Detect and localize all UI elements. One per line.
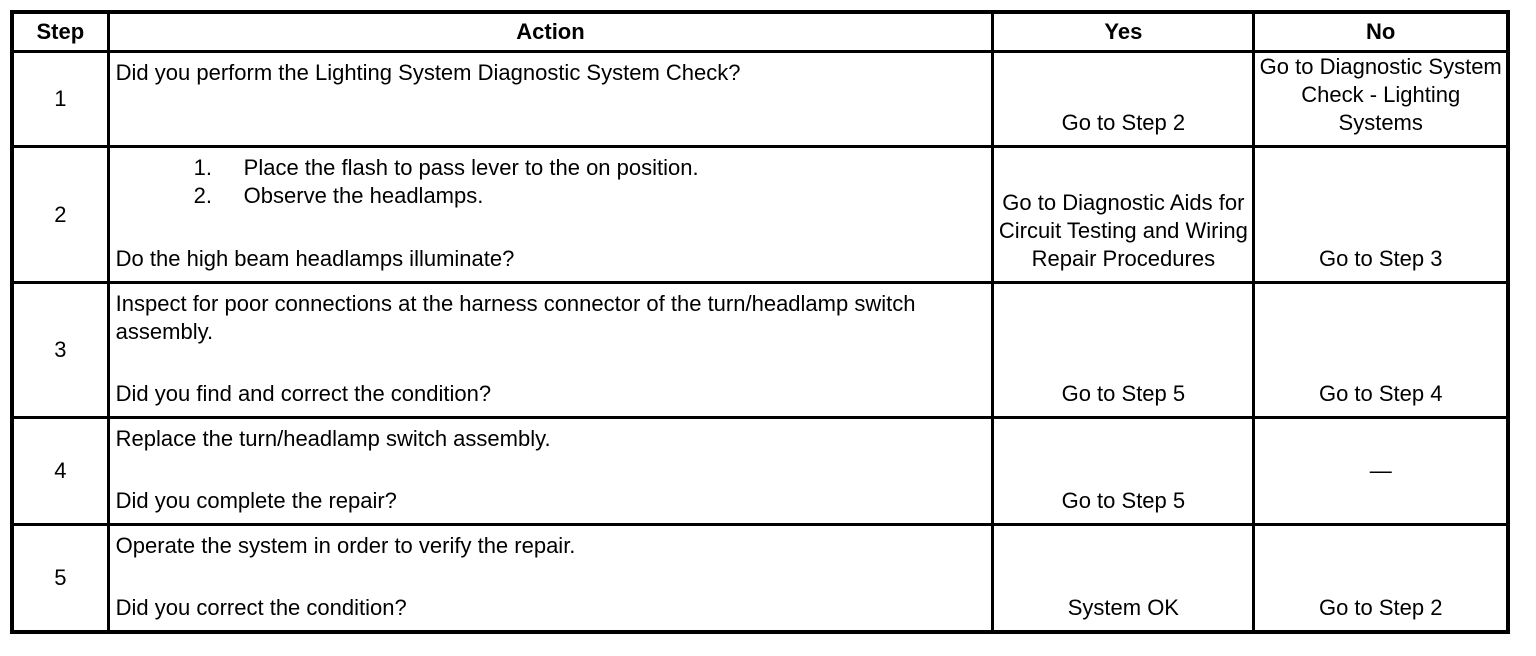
header-step: Step [12, 12, 108, 52]
table-row [12, 52, 1508, 147]
action-cell [108, 525, 993, 633]
no-result: Go to Step 3 [1254, 147, 1508, 283]
table-row [12, 147, 1508, 283]
yes-result: System OK [993, 525, 1254, 633]
header-no: No [1254, 12, 1508, 52]
action-text: Did you perform the Lighting System Diagnostic System Check? [115, 60, 741, 85]
header-action: Action [108, 12, 993, 52]
action-cell [108, 147, 993, 283]
table-row [12, 418, 1508, 525]
list-item-number: 2. [193, 183, 213, 208]
step-number: 3 [12, 283, 108, 418]
yes-result: Go to Step 5 [993, 283, 1254, 418]
action-text: Operate the system in order to verify the repair. [115, 533, 576, 558]
step-number: 4 [12, 418, 108, 525]
question-text: Did you correct the condition? [115, 595, 407, 620]
question-text: Did you find and correct the condition? [115, 381, 492, 406]
question-text: Do the high beam headlamps illuminate? [115, 246, 515, 271]
list-item [194, 182, 986, 210]
action-cell [108, 52, 993, 147]
instruction-list [116, 154, 986, 210]
table-header-row [12, 12, 1508, 52]
table-row [12, 283, 1508, 418]
yes-result: Go to Step 2 [993, 52, 1254, 147]
table-row [12, 525, 1508, 633]
action-cell [108, 283, 993, 418]
no-result: Go to Step 4 [1254, 283, 1508, 418]
action-cell [108, 418, 993, 525]
list-item-text: Observe the headlamps. [243, 183, 484, 208]
step-number: 1 [12, 52, 108, 147]
no-result: Go to Step 2 [1254, 525, 1508, 633]
diagnostic-table-container [10, 10, 1510, 634]
diagnostic-table [10, 10, 1510, 634]
list-item [194, 154, 986, 182]
step-number: 5 [12, 525, 108, 633]
step-number: 2 [12, 147, 108, 283]
list-item-text: Place the flash to pass lever to the on position. [243, 155, 699, 180]
no-result: — [1254, 418, 1508, 525]
list-item-number: 1. [193, 155, 213, 180]
yes-result: Go to Step 5 [993, 418, 1254, 525]
action-text: Replace the turn/headlamp switch assembly. [115, 426, 551, 451]
no-result: Go to Diagnostic System Check - Lighting Systems [1254, 52, 1508, 147]
question-text: Did you complete the repair? [115, 488, 397, 513]
header-yes: Yes [993, 12, 1254, 52]
yes-result: Go to Diagnostic Aids for Circuit Testing and Wiring Repair Procedures [993, 147, 1254, 283]
action-text: Inspect for poor connections at the harness connector of the turn/headlamp switch assembly. [115, 291, 916, 344]
